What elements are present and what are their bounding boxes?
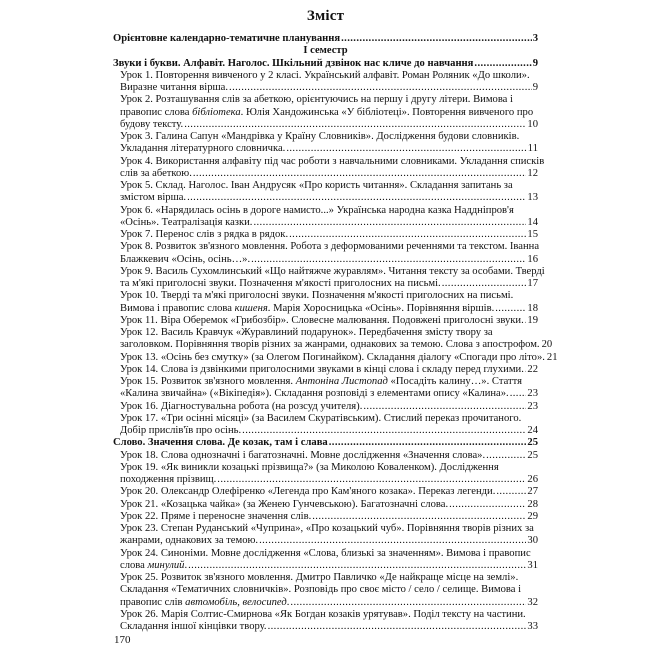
entry-text-line: Урок 7. Перенос слів з рядка в рядок. — [120, 229, 289, 240]
toc-lesson-entry[interactable] — [113, 548, 538, 573]
toc-page — [113, 0, 558, 633]
page-number: 170 — [114, 634, 131, 646]
entry-last-line — [120, 597, 538, 609]
entry-text-line: Урок 14. Слова із дзвінкими приголосними звуками в кінці слова і складу перед глухими. — [120, 363, 524, 375]
entry-page-number: 28 — [527, 498, 538, 510]
toc-lesson-entry[interactable] — [113, 609, 538, 634]
entry-text-line: правопис слів автомобіль, велосипед. — [120, 596, 290, 608]
entry-page-number: 21 — [546, 351, 558, 363]
entry-text-line: Урок 9. Василь Сухомлинський «Що найтяжче журавлям». Читання тексту за особами. Тверді — [120, 265, 545, 277]
entry-text-line: Звуки і букви. Алфавіт. Наголос. Шкільний дзвінок нас кличе до навчання — [113, 57, 474, 69]
entry-page-number: 17 — [527, 278, 538, 289]
entry-text-line: заголовком. Порівняння творів різних за жанрами, однакових за темою. Слова з апострофом. — [120, 339, 540, 351]
entry-text-line: Урок 17. «Три осінні місяці» (за Василем Скуратівським). Стислий переказ прочитаного. — [120, 412, 522, 424]
entry-text-line: Вимова і правопис слова кишеня. Марія Хоросницька «Осінь». Порівняння віршів. — [120, 302, 495, 314]
toc-lesson-entry[interactable] — [113, 401, 538, 413]
entry-page-number: 25 — [527, 437, 538, 449]
toc-section-entry[interactable] — [113, 33, 538, 45]
entry-text-line: Складання іншої кінцівки твору. — [120, 621, 267, 632]
entry-page-number: 29 — [527, 510, 538, 522]
entry-text-line: будову тексту. — [120, 118, 184, 130]
entry-text-line: Урок 25. Розвиток зв'язного мовлення. Дмитро Павличко «Де найкраще місце на землі». — [120, 572, 519, 583]
entry-page-number: 9 — [532, 82, 538, 93]
dot-leader — [259, 535, 526, 547]
entry-text-line: Урок 5. Склад. Наголос. Іван Андрусяк «Про користь читання». Складання запитань за — [120, 180, 513, 191]
dot-leader — [289, 229, 526, 241]
entry-text-line: Урок 24. Синоніми. Мовне дослідження «Слова, близькі за значенням». Вимова і правопис — [120, 547, 531, 559]
table-of-contents — [113, 33, 558, 633]
entry-text-line: Урок 21. «Козацька чайка» (за Женею Гунчевською). Багатозначні слова. — [120, 498, 449, 510]
entry-page-number: 26 — [527, 474, 538, 485]
entry-page-number: 23 — [527, 388, 538, 400]
entry-page-number: 23 — [527, 400, 538, 412]
toc-lesson-entry[interactable] — [113, 413, 538, 438]
entry-text-line: Виразне читання вірша. — [120, 82, 229, 93]
dot-leader — [229, 82, 532, 94]
entry-text-line: Урок 18. Слова однозначні і багатозначні. Мовне дослідження «Значення слова». — [120, 449, 486, 461]
toc-lesson-entry[interactable] — [113, 523, 538, 548]
dot-leader — [187, 192, 526, 204]
entry-last-line — [120, 511, 538, 523]
entry-text-line: Урок 22. Пряме і переносне значення слів. — [120, 510, 312, 522]
entry-page-number: 9 — [532, 57, 538, 69]
entry-last-line — [120, 82, 538, 94]
entry-last-line — [113, 33, 538, 45]
entry-text-line: Урок 15. Розвиток зв'язного мовлення. Антоніна Листопад «Посадіть калину…». Стаття — [120, 376, 523, 387]
toc-lesson-entry[interactable] — [113, 290, 538, 315]
toc-lesson-entry[interactable] — [113, 94, 538, 131]
entry-page-number: 27 — [527, 486, 538, 498]
toc-lesson-entry[interactable] — [113, 315, 538, 327]
toc-lesson-entry[interactable] — [113, 486, 538, 498]
toc-lesson-entry[interactable] — [113, 364, 538, 376]
dot-leader — [329, 437, 527, 449]
dot-leader — [525, 364, 527, 376]
entry-text-line: Урок 20. Олександр Олефіренко «Легенда про Кам'яного козака». Переказ легенди. — [120, 486, 496, 498]
entry-text-line: Урок 11. Віра Оберемок «Грибозбір». Словесне малювання. Подовжені приголосні звуки. — [120, 314, 524, 326]
toc-lesson-entry[interactable] — [113, 70, 538, 95]
entry-last-line — [120, 168, 538, 180]
entry-last-line — [120, 143, 538, 155]
toc-lesson-entry[interactable] — [113, 450, 538, 462]
dot-leader — [363, 401, 526, 413]
dot-leader — [525, 315, 527, 327]
entry-text-line: Урок 2. Розташування слів за абеткою, орієнтуючись на першу і другу літери. Вимова і — [120, 94, 513, 106]
toc-lesson-entry[interactable] — [113, 376, 538, 401]
entry-last-line — [120, 535, 538, 547]
entry-last-line — [120, 351, 558, 364]
dot-leader — [290, 597, 526, 609]
entry-text-line: змістом вірша. — [120, 192, 187, 204]
entry-page-number: 19 — [527, 314, 538, 326]
entry-last-line — [120, 499, 538, 511]
entry-text-line: Урок 3. Галина Сапун «Мандрівка у Країну Словників». Дослідження будови словників. — [120, 131, 520, 142]
dot-leader — [286, 143, 526, 155]
toc-lesson-entry[interactable] — [113, 462, 538, 487]
toc-lesson-entry[interactable] — [113, 327, 553, 352]
dot-leader — [268, 621, 527, 633]
toc-section-entry[interactable] — [113, 437, 538, 449]
entry-page-number: 10 — [527, 118, 538, 130]
entry-page-number: 13 — [527, 192, 538, 204]
dot-leader — [341, 33, 532, 45]
entry-text-line: Урок 23. Степан Руданський «Чуприна», «Про козацький чуб». Порівняння творів різних за — [120, 523, 534, 534]
entry-page-number: 14 — [527, 216, 538, 228]
entry-text-line: Урок 6. «Нарядилась осінь в дороге намисто...» Українська народна казка Наддніпров'я — [120, 204, 514, 216]
entry-last-line — [120, 450, 538, 462]
entry-text-line: Урок 19. «Як виникли козацькі прізвища?» (за Миколою Коваленком). Дослідження — [120, 461, 499, 473]
entry-page-number: 33 — [527, 621, 538, 632]
dot-leader — [312, 511, 526, 523]
entry-text-line: Укладання літературного словничка. — [120, 143, 286, 155]
toc-lesson-entry[interactable] — [113, 205, 538, 230]
dot-leader — [188, 560, 526, 572]
dot-leader — [193, 168, 527, 180]
entry-last-line — [120, 339, 553, 351]
dot-leader — [495, 303, 526, 315]
entry-text-line: та м'які приголосні звуки. Позначення м'якості приголосних на письмі. — [120, 278, 441, 289]
entry-last-line — [120, 229, 538, 241]
dot-leader — [510, 388, 527, 400]
dot-leader — [474, 58, 531, 70]
toc-lesson-entry[interactable] — [113, 499, 538, 511]
entry-last-line — [120, 278, 538, 290]
entry-text-line: Орієнтовне календарно-тематичне планування — [113, 33, 341, 44]
entry-last-line — [120, 474, 538, 486]
entry-text-line: Урок 4. Використання алфавіту під час роботи з навчальними словниками. Укладання списків — [120, 155, 545, 167]
dot-leader — [217, 474, 526, 486]
toc-lesson-entry[interactable] — [113, 351, 558, 364]
toc-lesson-entry[interactable] — [113, 180, 538, 205]
entry-last-line — [113, 58, 538, 70]
entry-text-line: Слово. Значення слова. Де козак, там і слава — [113, 437, 328, 449]
entry-text-line: Урок 26. Марія Солтис-Смирнова «Як Богдан козаків урятував». Поділ тексту на частини. — [120, 608, 526, 620]
entry-text-line: Урок 1. Повторення вивченого у 2 класі. Український алфавіт. Роман Роляник «До школи». — [120, 69, 530, 81]
toc-lesson-entry[interactable] — [113, 241, 538, 266]
entry-last-line — [120, 254, 538, 266]
entry-page-number: 15 — [527, 229, 538, 240]
entry-last-line — [120, 364, 538, 376]
entry-text-line: Урок 10. Тверді та м'які приголосні звуки. Позначення м'якості приголосних на письмі. — [120, 290, 514, 302]
entry-page-number: 16 — [527, 253, 538, 265]
entry-text-line: Урок 12. Василь Кравчук «Журавлиний подарунок». Передбачення змісту твору за — [120, 327, 493, 338]
entry-text-line: «Калина звичайна» («Вікіпедія»). Складання розповіді з елементами опису «Калина». — [120, 388, 509, 400]
entry-last-line — [120, 217, 538, 229]
entry-last-line — [120, 621, 538, 633]
toc-lesson-entry[interactable] — [113, 511, 538, 523]
entry-page-number: 3 — [532, 33, 538, 44]
entry-text-line: жанрами, однакових за темою. — [120, 535, 259, 547]
entry-page-number: 22 — [527, 363, 538, 375]
entry-page-number: 11 — [527, 143, 538, 155]
entry-last-line — [120, 192, 538, 204]
semester-heading: I семестр — [303, 45, 348, 57]
entry-text-line: Складання «Тематичних словничків». Розповідь про своє місто / село / селище. Вимова і — [120, 584, 522, 596]
entry-last-line — [120, 388, 538, 400]
entry-last-line — [120, 401, 538, 413]
entry-page-number: 24 — [527, 425, 538, 436]
toc-lesson-entry[interactable] — [113, 155, 545, 181]
entry-text-line: «Осінь». Театралізація казки. — [120, 216, 253, 228]
entry-last-line — [120, 425, 538, 437]
toc-section-entry[interactable] — [113, 58, 538, 70]
entry-text-line: Урок 8. Розвиток зв'язного мовлення. Робота з деформованими реченнями та текстом. Іванна — [120, 241, 540, 253]
toc-lesson-entry[interactable] — [113, 131, 538, 156]
dot-leader — [184, 119, 526, 131]
entry-last-line — [120, 119, 538, 131]
entry-text-line: слова минулий. — [120, 559, 188, 571]
entry-last-line — [120, 486, 538, 498]
entry-page-number: 25 — [527, 449, 538, 461]
dot-leader — [442, 278, 527, 290]
entry-page-number: 20 — [541, 339, 553, 351]
entry-text-line: слів за абеткою. — [120, 167, 192, 179]
toc-lesson-entry[interactable] — [113, 229, 538, 241]
entry-text-line: походження прізвищ. — [120, 474, 217, 485]
entry-text-line: Урок 13. «Осінь без смутку» (за Олегом Погинайком). Складання діалогу «Спогади про літо». — [120, 351, 545, 363]
page-title: Зміст — [306, 8, 345, 24]
entry-text-line: правопис слова бібліотека. Юлія Хандожинська «У бібліотеці». Повторення вивченого про — [120, 106, 534, 118]
dot-leader — [242, 425, 526, 437]
entry-text-line: Урок 16. Діагностувальна робота (на розсуд учителя). — [120, 400, 363, 412]
entry-last-line — [120, 303, 538, 315]
entry-page-number: 32 — [527, 596, 538, 608]
entry-page-number: 31 — [527, 559, 538, 571]
entry-last-line — [120, 315, 538, 327]
entry-text-line: Блажкевич «Осінь, осінь…». — [120, 253, 251, 265]
entry-text-line: Добір прислів'їв про осінь. — [120, 425, 242, 436]
dot-leader — [251, 254, 526, 266]
dot-leader — [253, 217, 526, 229]
dot-leader — [449, 499, 526, 511]
toc-lesson-entry[interactable] — [113, 572, 538, 609]
dot-leader — [496, 486, 526, 498]
toc-lesson-entry[interactable] — [113, 265, 545, 291]
entry-page-number: 30 — [527, 535, 538, 547]
entry-last-line — [120, 560, 538, 572]
entry-page-number: 18 — [527, 302, 538, 314]
entry-last-line — [113, 437, 538, 449]
dot-leader — [486, 450, 526, 462]
entry-page-number: 12 — [527, 167, 538, 179]
